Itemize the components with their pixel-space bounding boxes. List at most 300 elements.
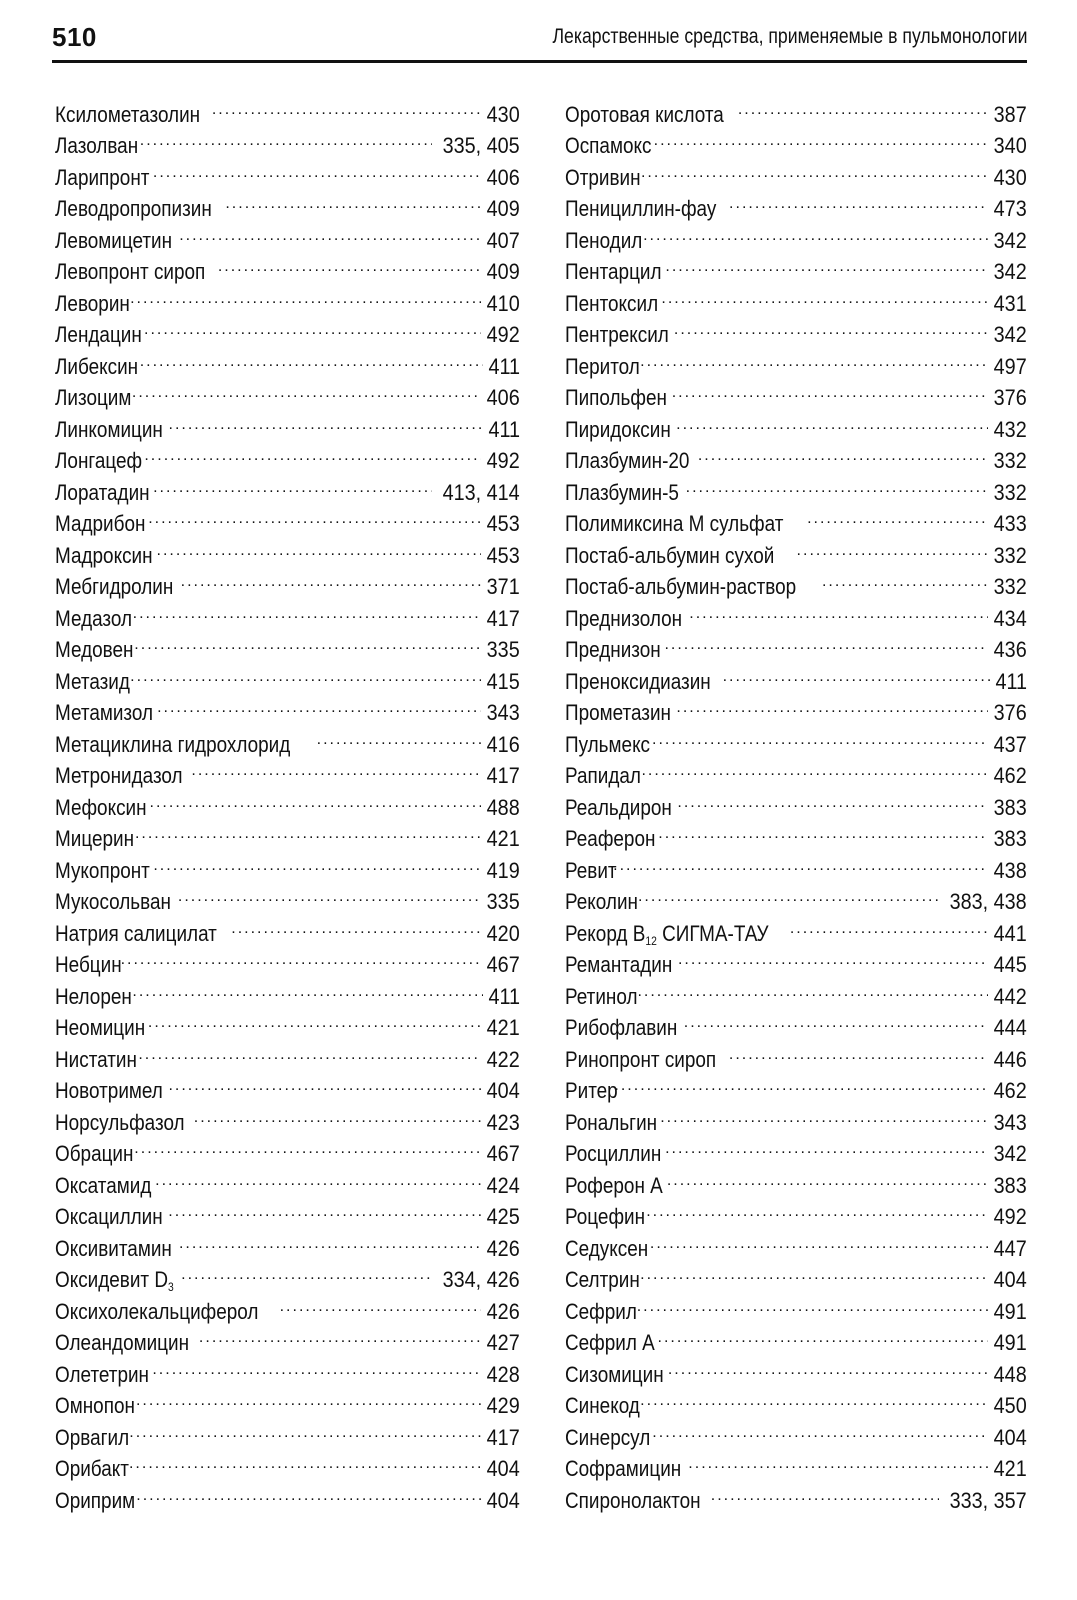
index-term-text: Медазол <box>55 605 133 631</box>
index-term <box>55 666 130 698</box>
page-references: 342 <box>993 322 1027 347</box>
index-term-text: Оксидевит D <box>55 1267 169 1292</box>
index-term-text: Пенодил <box>565 227 643 253</box>
dot-leader <box>136 1476 481 1508</box>
page-references: 437 <box>993 731 1027 757</box>
page-references: 343 <box>993 1109 1027 1135</box>
page-references: 411 <box>488 353 520 379</box>
dot-leader <box>135 815 481 847</box>
index-term-text: Левопронт сироп <box>55 259 206 284</box>
dot-leader <box>136 1382 481 1414</box>
dot-leader <box>652 720 988 752</box>
index-term-text: Мицерин <box>55 826 135 851</box>
dot-leader <box>153 846 481 878</box>
dot-leader <box>199 1319 481 1351</box>
index-term-text: Рапидал <box>565 763 641 788</box>
dot-leader <box>129 1445 481 1477</box>
page-references: 424 <box>486 1172 520 1198</box>
index-term <box>55 1233 172 1265</box>
dot-leader <box>191 752 481 784</box>
page-references: 462 <box>993 763 1027 788</box>
dot-leader <box>676 689 988 721</box>
index-term-text: Оксивитамин <box>55 1235 172 1261</box>
page-references: 411 <box>995 668 1027 694</box>
index-term-text: Седуксен <box>565 1235 649 1261</box>
page-references: 409 <box>486 196 520 221</box>
index-entry <box>565 90 1027 127</box>
index-term <box>55 603 132 635</box>
index-term-text: Медовен <box>55 637 134 662</box>
dot-leader <box>661 279 988 311</box>
index-term <box>565 382 667 414</box>
page-references: 404 <box>993 1424 1027 1450</box>
page-references: 409 <box>486 259 520 284</box>
index-term-text: Лендацин <box>55 322 142 347</box>
page-references: 441 <box>993 920 1027 946</box>
index-term-text: Метазид <box>55 668 130 694</box>
index-term-text: Небцин <box>55 952 122 977</box>
index-term <box>565 508 783 540</box>
index-term <box>565 1107 657 1139</box>
dot-leader <box>729 1035 988 1067</box>
index-term-text: Прометазин <box>565 700 672 725</box>
dot-leader <box>152 1350 481 1382</box>
dot-leader <box>674 311 988 343</box>
dot-leader <box>157 531 482 563</box>
index-term-text: Ревит <box>565 857 617 883</box>
page-references: 342 <box>993 1141 1027 1166</box>
index-term <box>565 1422 650 1454</box>
page-references: 371 <box>486 574 520 599</box>
index-column-right <box>565 90 1027 1513</box>
index-term <box>565 1138 661 1170</box>
page-references: 453 <box>486 511 520 536</box>
page-references: 434 <box>993 605 1027 631</box>
index-term <box>55 162 149 194</box>
index-term-text: Пульмекс <box>565 731 651 757</box>
page-references: 404 <box>486 1078 520 1103</box>
page-references: 411 <box>488 416 520 442</box>
dot-leader <box>121 941 482 973</box>
dot-leader <box>668 1350 988 1382</box>
index-term-text: Мукопронт <box>55 857 150 883</box>
dot-leader <box>678 941 988 973</box>
page-references: 415 <box>486 668 520 694</box>
dot-leader <box>225 185 481 217</box>
index-term-text: Леворин <box>55 290 130 316</box>
page-number: 510 <box>52 22 97 52</box>
dot-leader <box>665 248 988 280</box>
index-term-text: Пентрексил <box>565 322 669 347</box>
page-references: 423 <box>486 1109 520 1135</box>
index-term <box>565 760 641 792</box>
index-term <box>55 981 132 1013</box>
index-term-text: Оксатамид <box>55 1172 152 1198</box>
page-references: 332 <box>993 448 1027 473</box>
dot-leader <box>134 626 481 658</box>
page-references: 376 <box>993 385 1027 410</box>
index-term-text: Олететрин <box>55 1361 149 1387</box>
index-term <box>565 886 638 918</box>
page-references: 462 <box>993 1078 1027 1103</box>
dot-leader <box>134 1130 481 1162</box>
index-term-text: Обрацин <box>55 1141 134 1166</box>
index-term-text: Омнопон <box>55 1393 135 1418</box>
dot-leader <box>672 374 989 406</box>
index-term <box>55 382 131 414</box>
index-term <box>55 288 130 320</box>
dot-leader <box>652 1413 988 1445</box>
page-references: 411 <box>488 983 520 1009</box>
page-references: 404 <box>486 1487 520 1513</box>
index-term-text: Пипольфен <box>565 385 667 410</box>
index-term-text: Пентарцил <box>565 259 662 284</box>
index-term-text: Лизоцим <box>55 385 132 410</box>
index-term <box>565 729 650 761</box>
index-term-text: Метациклина гидрохлорид <box>55 731 291 757</box>
index-term <box>565 1296 637 1328</box>
dot-leader <box>686 468 989 500</box>
page-references: 491 <box>993 1298 1027 1324</box>
index-entry <box>55 972 520 1009</box>
index-term-text: Реаферон <box>565 826 656 851</box>
page-references: 432 <box>993 416 1027 442</box>
dot-leader <box>129 1413 481 1445</box>
index-term-text: Мебгидролин <box>55 574 174 599</box>
dot-leader <box>698 437 988 469</box>
index-term <box>55 1012 145 1044</box>
index-term <box>565 1327 655 1359</box>
dot-leader <box>140 342 483 374</box>
dot-leader <box>658 815 988 847</box>
dot-leader <box>144 437 481 469</box>
dot-leader <box>729 185 988 217</box>
page-header <box>52 22 1027 62</box>
index-term-text: Норсульфазол <box>55 1109 185 1135</box>
page-references: 404 <box>993 1267 1027 1292</box>
dot-leader <box>218 248 481 280</box>
index-term-text: Пенициллин-фау <box>565 196 717 221</box>
dot-leader <box>822 563 988 595</box>
index-term <box>55 540 153 572</box>
page-references: 417 <box>486 763 520 788</box>
index-term-text: Ретинол <box>565 983 638 1009</box>
index-term-text-after: СИГМА-ТАУ <box>656 920 769 946</box>
header-rule <box>52 60 1027 63</box>
page-references: 340 <box>993 133 1027 158</box>
index-term-text: Новотримел <box>55 1078 163 1103</box>
index-term-text: Ритер <box>565 1078 618 1103</box>
dot-leader <box>640 1256 988 1288</box>
index-entry <box>565 1067 1027 1103</box>
page-references: 417 <box>486 605 520 631</box>
page-references: 430 <box>993 164 1027 190</box>
page-references: 430 <box>486 101 520 127</box>
dot-leader <box>658 1319 989 1351</box>
page-references: 492 <box>486 322 520 347</box>
index-term <box>55 697 153 729</box>
page-references: 406 <box>486 385 520 410</box>
dot-leader <box>614 1067 988 1099</box>
dot-leader <box>637 1287 989 1319</box>
index-term-text: Лоратадин <box>55 479 150 505</box>
index-term <box>565 1233 648 1265</box>
index-term-text: Софрамицин <box>565 1456 682 1481</box>
page-references: 342 <box>993 227 1027 253</box>
index-term-text: Рональгин <box>565 1109 658 1135</box>
index-term <box>565 1485 701 1517</box>
dot-leader <box>641 153 988 185</box>
page-references: 427 <box>486 1330 520 1355</box>
dot-leader <box>132 972 483 1004</box>
dot-leader <box>179 216 481 248</box>
index-term-text: Синерсул <box>565 1424 651 1450</box>
index-term-text: Синекод <box>565 1393 640 1418</box>
index-term-text: Преднизон <box>565 637 661 662</box>
index-term-text: Оксациллин <box>55 1204 163 1229</box>
index-term-text: Сефрил <box>565 1298 637 1324</box>
index-term <box>55 1453 129 1485</box>
index-term <box>565 1201 645 1233</box>
dot-leader <box>643 216 988 248</box>
index-term-text: Орибакт <box>55 1456 129 1481</box>
page-references: 436 <box>993 637 1027 662</box>
page-references: 422 <box>486 1046 520 1072</box>
index-term <box>565 1264 640 1296</box>
index-term <box>565 1012 677 1044</box>
page-references: 342 <box>993 259 1027 284</box>
dot-leader <box>665 1130 988 1162</box>
page-references: 335 <box>486 889 520 914</box>
dot-leader <box>807 500 988 532</box>
dot-leader <box>790 909 988 941</box>
index-term <box>565 1390 640 1422</box>
page-references: 383 <box>993 826 1027 851</box>
index-term-text: Оксихолекальциферол <box>55 1298 259 1324</box>
page-references: 413, 414 <box>442 479 520 505</box>
index-term-text: Роцефин <box>565 1204 646 1229</box>
dot-leader <box>157 689 481 721</box>
index-term-text: Оротовая кислота <box>565 101 724 127</box>
index-entry <box>55 941 520 977</box>
dot-leader <box>133 594 482 626</box>
dot-leader <box>140 122 433 154</box>
index-term-text: Натрия салицилат <box>55 920 217 946</box>
page-references: 387 <box>993 101 1027 127</box>
page-references: 453 <box>486 542 520 568</box>
dot-leader <box>181 563 482 595</box>
index-term-text: Левомицетин <box>55 227 173 253</box>
dot-leader <box>689 594 988 626</box>
index-term-text: Пиридоксин <box>565 416 671 442</box>
index-term-subscript: 12 <box>645 933 657 948</box>
index-term <box>565 256 662 288</box>
page-references: 421 <box>486 826 520 851</box>
dot-leader <box>684 1004 989 1036</box>
dot-leader <box>637 972 988 1004</box>
page-references: 332 <box>993 574 1027 599</box>
dot-leader <box>723 657 990 689</box>
index-column-left <box>55 90 520 1513</box>
index-term-text: Ларипронт <box>55 164 150 190</box>
page-references: 450 <box>993 1393 1027 1418</box>
index-term <box>55 225 172 257</box>
index-term-text: Мадроксин <box>55 542 153 568</box>
running-title: Лекарственные средства, применяемые в пульмонологии <box>552 25 1027 48</box>
page-references: 445 <box>993 952 1027 977</box>
page-references: 383 <box>993 794 1027 820</box>
index-term <box>565 414 671 446</box>
index-term-text: Нистатин <box>55 1046 137 1072</box>
index-term-text: Орвагил <box>55 1424 130 1450</box>
index-term-text: Плазбумин-20 <box>565 448 690 473</box>
dot-leader <box>667 1161 988 1193</box>
index-term <box>55 634 133 666</box>
page-references: 333, 357 <box>949 1487 1027 1513</box>
dot-leader <box>738 90 988 122</box>
page-references: 444 <box>993 1015 1027 1040</box>
index-term-text: Сефрил А <box>565 1330 655 1355</box>
index-term-text: Пентоксил <box>565 290 659 316</box>
page-references: 438 <box>993 857 1027 883</box>
page-references: 416 <box>486 731 520 757</box>
index-term-text: Реколин <box>565 889 638 914</box>
dot-leader <box>660 1098 988 1130</box>
index-term-text: Ремантадин <box>565 952 673 977</box>
dot-leader <box>150 783 482 815</box>
page-references: 429 <box>486 1393 520 1418</box>
index-term <box>565 351 640 383</box>
index-entry <box>565 878 1027 914</box>
index-term <box>55 1485 135 1517</box>
page-references: 335 <box>486 637 520 662</box>
dot-leader <box>179 1224 481 1256</box>
page-references: 492 <box>993 1204 1027 1229</box>
index-term-text: Ксилометазолин <box>55 101 201 127</box>
page-references: 446 <box>993 1046 1027 1072</box>
dot-leader <box>650 1224 988 1256</box>
index-term <box>55 445 142 477</box>
dot-leader <box>317 720 482 752</box>
index-term <box>55 1359 149 1391</box>
dot-leader <box>640 342 988 374</box>
dot-leader <box>155 1161 481 1193</box>
index-term <box>55 1075 163 1107</box>
page-references: 343 <box>486 700 520 725</box>
index-term-text: Неомицин <box>55 1015 146 1040</box>
index-term-text: Отривин <box>565 164 641 190</box>
index-term-text: Ориприм <box>55 1487 136 1513</box>
index-term-text: Плазбумин-5 <box>565 479 679 505</box>
index-term <box>565 540 774 572</box>
page-references: 420 <box>486 920 520 946</box>
index-term <box>565 162 641 194</box>
index-term <box>565 981 638 1013</box>
page-references: 447 <box>993 1235 1027 1261</box>
page-references: 383, 438 <box>949 889 1027 914</box>
index-term <box>565 130 651 162</box>
index-term-text: Перитол <box>565 353 640 379</box>
page-references: 448 <box>993 1361 1027 1387</box>
index-term <box>565 1075 618 1107</box>
index-term <box>55 886 171 918</box>
index-term <box>565 288 658 320</box>
dot-leader <box>654 122 989 154</box>
index-term-text: Леводропропизин <box>55 196 212 221</box>
page-references: 425 <box>486 1204 520 1229</box>
page-references: 428 <box>486 1361 520 1387</box>
dot-leader <box>664 626 988 658</box>
page-references: 407 <box>486 227 520 253</box>
index-term <box>565 477 679 509</box>
index-term-text: Селтрин <box>565 1267 640 1292</box>
page-references: 419 <box>486 857 520 883</box>
index-entry <box>565 1098 1027 1135</box>
index-term <box>55 130 138 162</box>
index-term <box>55 949 122 981</box>
index-term-text: Постаб-альбумин-раствор <box>565 574 797 599</box>
index-term-text: Мефоксин <box>55 794 147 820</box>
index-term <box>55 1422 129 1454</box>
page-references: 426 <box>486 1298 520 1324</box>
index-term <box>55 351 138 383</box>
page-references: 426 <box>486 1235 520 1261</box>
index-term <box>55 1170 151 1202</box>
dot-leader <box>132 374 481 406</box>
page-references: 488 <box>486 794 520 820</box>
index-term <box>55 1044 137 1076</box>
index-term-text: Постаб-альбумин сухой <box>565 542 775 568</box>
index-term-text: Нелорен <box>55 983 132 1009</box>
page-references: 473 <box>993 196 1027 221</box>
page-references: 404 <box>486 1456 520 1481</box>
dot-leader <box>148 500 481 532</box>
index-term-text: Метамизол <box>55 700 154 725</box>
page-references: 492 <box>486 448 520 473</box>
index-term <box>565 634 661 666</box>
index-term <box>55 855 150 887</box>
index-term-text: Роферон А <box>565 1172 663 1198</box>
index-term <box>565 855 617 887</box>
page-references: 467 <box>486 1141 520 1166</box>
dot-leader <box>194 1098 482 1130</box>
dot-leader <box>153 468 432 500</box>
index-term-subscript: 3 <box>168 1280 174 1294</box>
index-term <box>55 823 134 855</box>
dot-leader <box>130 279 481 311</box>
page-references: 334, 426 <box>442 1267 520 1292</box>
dot-leader <box>169 405 483 437</box>
index-term <box>565 1453 681 1485</box>
dot-leader <box>144 311 481 343</box>
dot-leader <box>212 90 481 122</box>
page-references: 491 <box>993 1330 1027 1355</box>
index-term <box>55 477 150 509</box>
dot-leader <box>168 1193 481 1225</box>
index-term-text: Лазолван <box>55 133 139 158</box>
index-term <box>565 792 672 824</box>
index-term-text: Росциллин <box>565 1141 662 1166</box>
dot-leader <box>638 878 939 910</box>
dot-leader <box>181 1256 432 1288</box>
dot-leader <box>138 1035 481 1067</box>
page-references: 332 <box>993 542 1027 568</box>
index-term <box>55 1138 133 1170</box>
dot-leader <box>677 783 988 815</box>
index-term-text: Преноксидиазин <box>565 668 711 694</box>
dot-leader <box>711 1476 940 1508</box>
dot-leader <box>676 405 988 437</box>
